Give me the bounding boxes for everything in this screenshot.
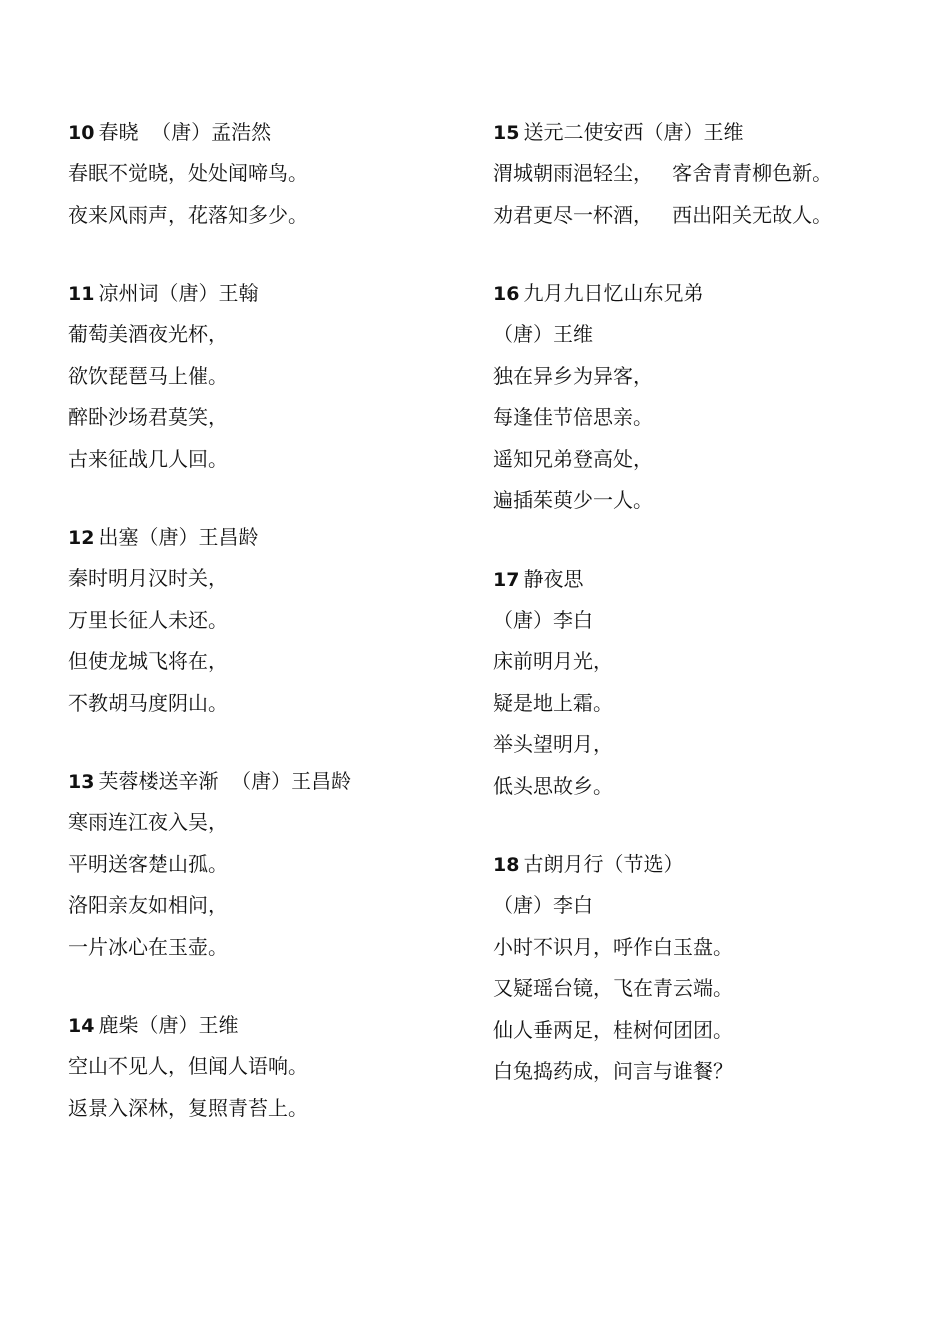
poem-title-text: 春晓 （唐）孟浩然 (98, 120, 272, 144)
poem-line: 醉卧沙场君莫笑， (68, 405, 228, 429)
poem-column-left (68, 112, 468, 1166)
poem-title (68, 112, 468, 153)
poem-line: 葡萄美酒夜光杯， (68, 322, 228, 346)
poem-title (68, 273, 468, 314)
poem-block (68, 761, 468, 968)
poem-line: 白兔捣药成，问言与谁餐？ (493, 1059, 733, 1083)
poem-line: 夜来风雨声，花落知多少。 (68, 202, 308, 227)
poem-number: 11 (68, 283, 95, 305)
poem-number: 18 (493, 854, 520, 876)
poem-number: 16 (493, 283, 520, 305)
poem-block (68, 273, 468, 480)
poem-line: 返景入深林，复照青苔上。 (68, 1095, 308, 1120)
poem-line: 平明送客楚山孤。 (68, 851, 228, 876)
poem-title-text: 静夜思 (523, 566, 584, 591)
poem-line: 洛阳亲友如相问， (68, 893, 228, 917)
poem-title-text: 古朗月行（节选） (523, 852, 684, 876)
poem-line: 仙人垂两足，桂树何团团。 (493, 1017, 733, 1042)
poem-number: 17 (493, 568, 520, 591)
poem-line: （唐）李白 (493, 893, 593, 917)
poem-line: 遥知兄弟登高处， (493, 446, 653, 471)
poem-line: 疑是地上霜。 (493, 690, 613, 715)
poem-block (493, 844, 913, 1093)
poem-number: 15 (493, 122, 520, 144)
poem-title (68, 761, 468, 802)
poem-line: 古来征战几人回。 (68, 446, 228, 471)
poem-title-text: 送元二使安西（唐）王维 (523, 120, 744, 144)
poem-title-text: 凉州词（唐）王翰 (98, 281, 259, 305)
poem-number: 13 (68, 771, 95, 793)
poem-column-right (493, 112, 913, 1130)
poem-line: 寒雨连江夜入吴， (68, 810, 228, 834)
poem-title-text: 鹿柴（唐）王维 (98, 1013, 239, 1037)
poem-block (68, 517, 468, 724)
poem-line: 又疑瑶台镜，飞在青云端。 (493, 976, 733, 1000)
poem-title-text: 芙蓉楼送辛渐 （唐）王昌龄 (98, 769, 352, 793)
poem-line: 举头望明月， (493, 732, 613, 756)
poem-number: 10 (68, 122, 95, 144)
poem-line: 春眠不觉晓，处处闻啼鸟。 (68, 161, 308, 185)
poem-line: 床前明月光， (493, 649, 613, 673)
poem-title-text: 出塞（唐）王昌龄 (98, 525, 259, 549)
poem-line: 一片冰心在玉壶。 (68, 934, 228, 959)
poem-line: 低头思故乡。 (493, 773, 613, 798)
poem-line: 小时不识月，呼作白玉盘。 (493, 934, 733, 959)
poem-line: 欲饮琵琶马上催。 (68, 363, 228, 388)
poem-line: 遍插茱萸少一人。 (493, 488, 653, 512)
poem-line: 劝君更尽一杯酒， 西出阳关无故人。 (493, 202, 833, 227)
poem-line: 万里长征人未还。 (68, 607, 228, 632)
poem-line: 不教胡马度阴山。 (68, 690, 228, 715)
poem-line: 秦时明月汉时关， (68, 566, 228, 590)
poem-block (493, 559, 913, 808)
poem-line: 空山不见人，但闻人语响。 (68, 1054, 308, 1078)
poem-title (68, 517, 468, 558)
poem-block (68, 1005, 468, 1129)
poem-line: 独在异乡为异客， (493, 363, 653, 388)
poem-number: 12 (68, 527, 95, 549)
poem-title (493, 559, 913, 600)
poem-title (493, 273, 913, 314)
poem-title (68, 1005, 468, 1046)
poem-line: 但使龙城飞将在， (68, 649, 228, 673)
poem-line: （唐）李白 (493, 607, 593, 632)
poem-block (493, 112, 913, 236)
poem-line: （唐）王维 (493, 322, 593, 346)
poem-line: 每逢佳节倍思亲。 (493, 405, 653, 429)
poem-number: 14 (68, 1015, 95, 1037)
poem-title (493, 844, 913, 885)
poem-title-text: 九月九日忆山东兄弟 (523, 281, 704, 305)
poem-line: 渭城朝雨浥轻尘， 客舍青青柳色新。 (493, 161, 833, 185)
poem-block (68, 112, 468, 236)
poem-block (493, 273, 913, 522)
poem-title (493, 112, 913, 153)
